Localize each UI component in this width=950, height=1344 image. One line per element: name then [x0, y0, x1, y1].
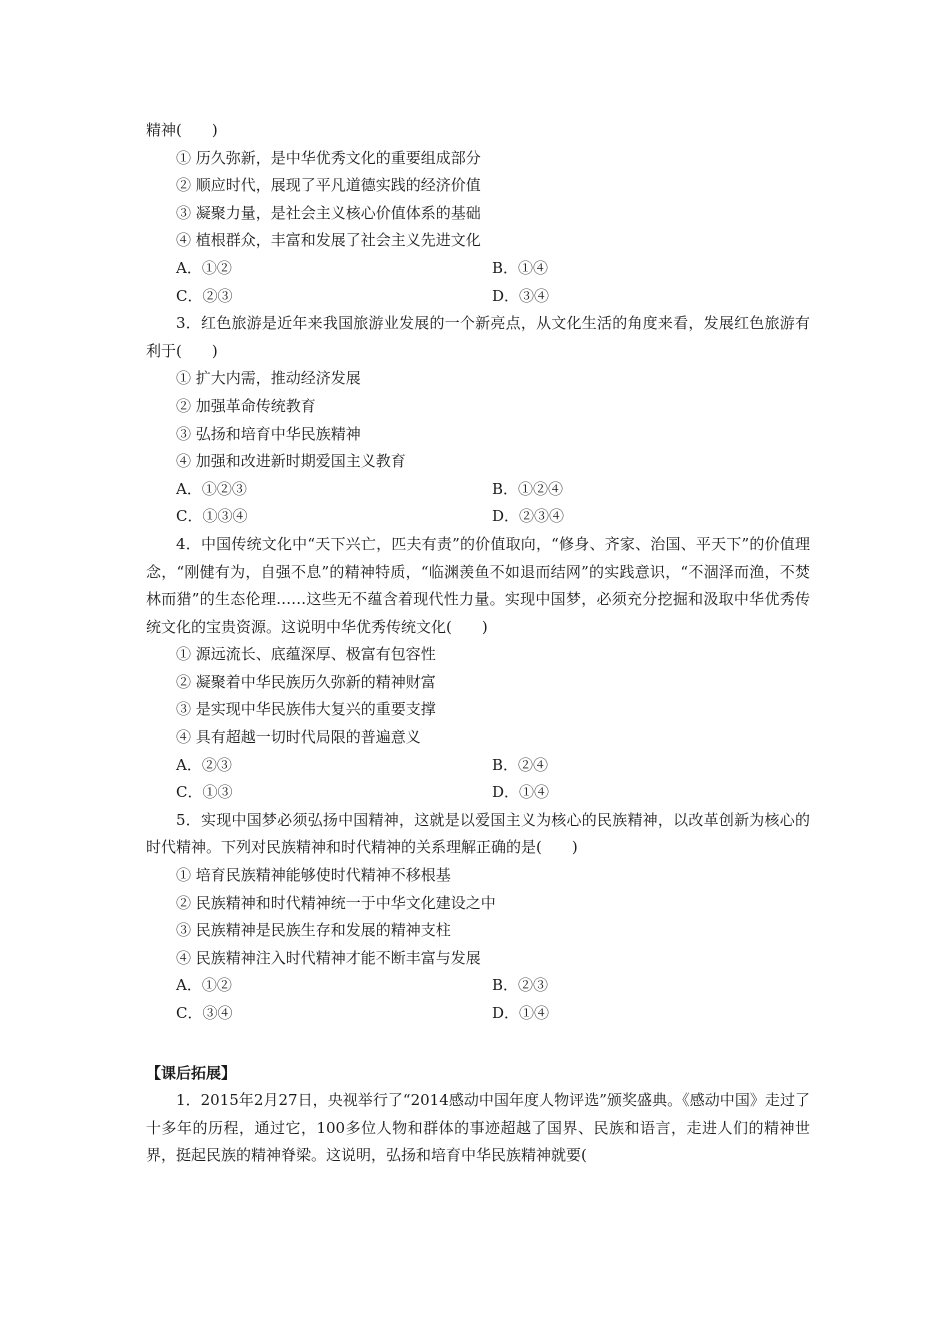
q4-options-row-1 — [146, 752, 810, 780]
q2-item-4: ④ 植根群众，丰富和发展了社会主义先进文化 — [176, 231, 481, 250]
q4-item-1: ① 源远流长、底蕴深厚、极富有包容性 — [176, 645, 436, 664]
q4-stem: 4．中国传统文化中“天下兴亡，匹夫有责”的价值取向，“修身、齐家、治国、平天下”的价值理念，“刚健有为，自强不息”的精神特质，“临渊羡鱼不如退而结网”的实践意识，“不涸泽而渔，不焚林而猎”的生态伦理……这些无不蕴含着现代性力量。实现中国梦，必须充分挖掘和汲取中华优秀传统文化的宝贵资源。这说明中华优秀传统文化( ) — [146, 534, 810, 636]
section-spacer — [146, 1028, 810, 1060]
q3-stem: 3．红色旅游是近年来我国旅游业发展的一个新亮点，从文化生活的角度来看，发展红色旅游有利于( ) — [146, 314, 810, 360]
extension-question-1: 1．2015年2月27日，央视举行了“2014感动中国年度人物评选”颁奖盛典。《感动中国》走过了十多年的历程，通过它，100多位人物和群体的事迹超越了国界、民族和语言，走进人们的精神世界，挺起民族的精神脊梁。这说明，弘扬和培育中华民族精神就要( — [146, 1091, 810, 1165]
q5-item-2: ② 民族精神和时代精神统一于中华文化建设之中 — [176, 893, 496, 912]
q3-item-3: ③ 弘扬和培育中华民族精神 — [176, 424, 361, 443]
q3-item-2: ② 加强革命传统教育 — [176, 396, 316, 415]
q5-item-3: ③ 民族精神是民族生存和发展的精神支柱 — [176, 921, 451, 940]
q3-item-4: ④ 加强和改进新时期爱国主义教育 — [176, 452, 406, 471]
q4-option-b: B．②④ — [492, 755, 549, 774]
q3-options-row-1 — [146, 476, 810, 504]
q4-item-3: ③ 是实现中华民族伟大复兴的重要支撑 — [176, 700, 436, 719]
q5-options-row-2 — [146, 1000, 810, 1028]
q2-option-b: B．①④ — [492, 258, 549, 277]
q2-options-row-1 — [146, 255, 810, 283]
q3-options-row-2 — [146, 503, 810, 531]
q4-option-c: C．①③ — [176, 783, 233, 802]
q2-options-row-2 — [146, 283, 810, 311]
q2-option-d: D．③④ — [492, 286, 550, 305]
q5-option-d: D．①④ — [492, 1004, 550, 1022]
q4-item-2: ② 凝聚着中华民族历久弥新的精神财富 — [176, 672, 436, 691]
q2-option-a: A．①② — [176, 258, 232, 277]
q2-item-3: ③ 凝聚力量，是社会主义核心价值体系的基础 — [176, 203, 481, 222]
document-page — [146, 117, 810, 1170]
q2-stem-tail: 精神( ) — [146, 121, 218, 139]
q2-item-1: ① 历久弥新，是中华优秀文化的重要组成部分 — [176, 148, 481, 167]
q5-options-row-1 — [146, 972, 810, 1000]
q2-item-2: ② 顺应时代，展现了平凡道德实践的经济价值 — [176, 176, 481, 195]
q3-option-a: A．①②③ — [176, 479, 247, 498]
q4-options-row-2 — [146, 779, 810, 807]
q5-option-c: C．③④ — [176, 1004, 233, 1022]
q5-stem: 5．实现中国梦必须弘扬中国精神，这就是以爱国主义为核心的民族精神，以改革创新为核心的时代精神。下列对民族精神和时代精神的关系理解正确的是( ) — [146, 810, 810, 857]
q3-option-c: C．①③④ — [176, 507, 248, 526]
q3-option-d: D．②③④ — [492, 507, 565, 526]
q5-item-4: ④ 民族精神注入时代精神才能不断丰富与发展 — [176, 948, 481, 967]
q3-option-b: B．①②④ — [492, 479, 564, 498]
q4-option-a: A．②③ — [176, 755, 232, 774]
q4-option-d: D．①④ — [492, 783, 550, 802]
q5-option-a: A．①② — [176, 976, 232, 995]
q5-item-1: ① 培育民族精神能够使时代精神不移根基 — [176, 866, 451, 885]
q2-option-c: C．②③ — [176, 286, 233, 305]
q5-option-b: B．②③ — [492, 976, 549, 995]
q4-item-4: ④ 具有超越一切时代局限的普遍意义 — [176, 728, 421, 747]
q3-item-1: ① 扩大内需，推动经济发展 — [176, 369, 361, 388]
section-heading: 【课后拓展】 — [146, 1063, 237, 1082]
